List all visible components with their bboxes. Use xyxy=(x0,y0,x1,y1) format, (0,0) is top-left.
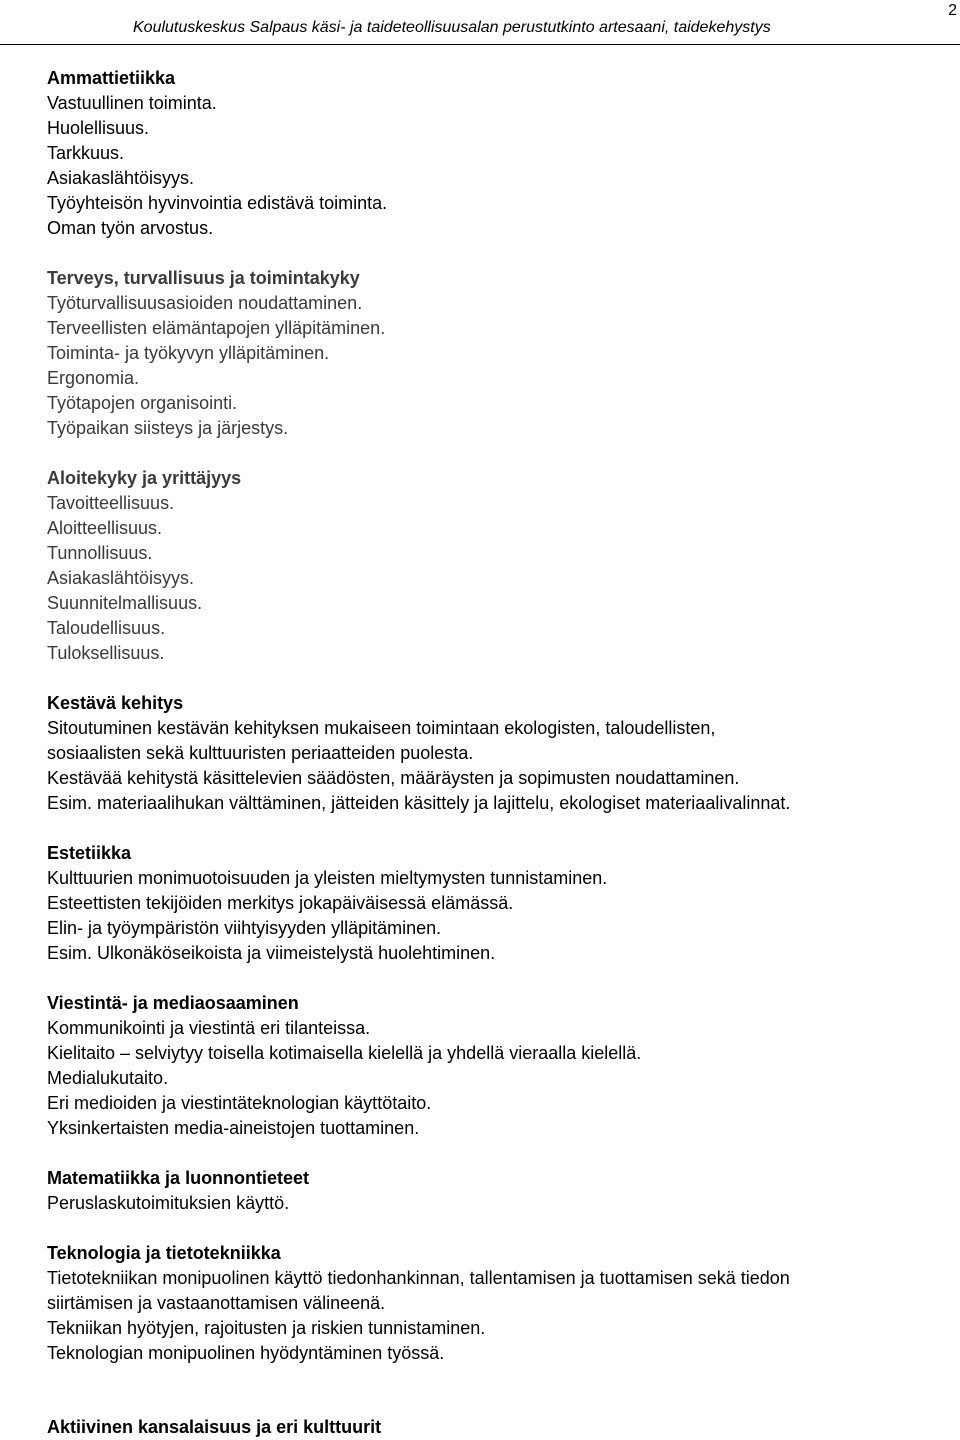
section-heading: Kestävä kehitys xyxy=(47,693,184,713)
section-line: Tunnollisuus. xyxy=(47,543,153,563)
header-divider xyxy=(0,44,960,45)
page-header xyxy=(0,0,960,48)
section-line: Tuloksellisuus. xyxy=(47,643,165,663)
section-heading: Estetiikka xyxy=(47,843,132,863)
document-body xyxy=(47,66,952,1440)
section xyxy=(47,1166,952,1216)
page-number: 2 xyxy=(948,2,957,19)
section-line: siirtämisen ja vastaanottamisen välineenä. xyxy=(47,1293,386,1313)
section-heading: Aktiivinen kansalaisuus ja eri kulttuurit xyxy=(47,1417,382,1437)
section-spacer xyxy=(47,666,952,691)
section-line: Kulttuurien monimuotoisuuden ja yleisten mieltymysten tunnistaminen. xyxy=(47,868,608,888)
section xyxy=(47,1241,952,1366)
section xyxy=(47,266,952,441)
section-line: Toiminta- ja työkyvyn ylläpitäminen. xyxy=(47,343,330,363)
section-line: Eri medioiden ja viestintäteknologian käyttötaito. xyxy=(47,1093,432,1113)
section-line: Sitoutuminen kestävän kehityksen mukaiseen toimintaan ekologisten, taloudellisten, xyxy=(47,718,716,738)
section-spacer xyxy=(47,1216,952,1241)
section-line: Tekniikan hyötyjen, rajoitusten ja riskien tunnistaminen. xyxy=(47,1318,486,1338)
section-line: Vastuullinen toiminta. xyxy=(47,93,217,113)
section-spacer xyxy=(47,441,952,466)
section xyxy=(47,691,952,816)
section-line: Medialukutaito. xyxy=(47,1068,169,1088)
section-line: Kielitaito – selviytyy toisella kotimaisella kielellä ja yhdellä vieraalla kielellä. xyxy=(47,1043,642,1063)
section-line: Suunnitelmallisuus. xyxy=(47,593,203,613)
section-line: Työturvallisuusasioiden noudattaminen. xyxy=(47,293,363,313)
section-line: Kommunikointi ja viestintä eri tilanteissa. xyxy=(47,1018,371,1038)
section-line: Elin- ja työympäristön viihtyisyyden ylläpitäminen. xyxy=(47,918,442,938)
section-heading: Viestintä- ja mediaosaaminen xyxy=(47,993,299,1013)
section-line: Työyhteisön hyvinvointia edistävä toiminta. xyxy=(47,193,388,213)
section xyxy=(47,1415,952,1440)
section-line: Yksinkertaisten media-aineistojen tuottaminen. xyxy=(47,1118,420,1138)
section-line: Asiakaslähtöisyys. xyxy=(47,568,195,588)
section-line: Esim. materiaalihukan välttäminen, jätteiden käsittely ja lajittelu, ekologiset materiaalivalinnat. xyxy=(47,793,791,813)
section-heading: Ammattietiikka xyxy=(47,68,176,88)
section-heading: Matematiikka ja luonnontieteet xyxy=(47,1168,310,1188)
section-heading: Aloitekyky ja yrittäjyys xyxy=(47,468,242,488)
section-line: Esteettisten tekijöiden merkitys jokapäiväisessä elämässä. xyxy=(47,893,514,913)
section-line: Asiakaslähtöisyys. xyxy=(47,168,195,188)
section-line: Aloitteellisuus. xyxy=(47,518,163,538)
section-line: Kestävää kehitystä käsittelevien säädösten, määräysten ja sopimusten noudattaminen. xyxy=(47,768,740,788)
section-line: Työpaikan siisteys ja järjestys. xyxy=(47,418,289,438)
section-line: Taloudellisuus. xyxy=(47,618,166,638)
section-line: Tavoitteellisuus. xyxy=(47,493,175,513)
section xyxy=(47,466,952,666)
section-line: Tietotekniikan monipuolinen käyttö tiedonhankinnan, tallentamisen ja tuottamisen sekä tiedon xyxy=(47,1268,790,1288)
section-line: Terveellisten elämäntapojen ylläpitäminen. xyxy=(47,318,386,338)
section-spacer xyxy=(47,241,952,266)
section-line: Työtapojen organisointi. xyxy=(47,393,238,413)
section-line: Oman työn arvostus. xyxy=(47,218,214,238)
section-spacer xyxy=(47,816,952,841)
section xyxy=(47,991,952,1141)
section-heading: Terveys, turvallisuus ja toimintakyky xyxy=(47,268,360,288)
section-spacer xyxy=(47,1366,952,1415)
section-spacer xyxy=(47,1141,952,1166)
section-line: Teknologian monipuolinen hyödyntäminen työssä. xyxy=(47,1343,445,1363)
section-line: Ergonomia. xyxy=(47,368,140,388)
section-spacer xyxy=(47,966,952,991)
section-line: Huolellisuus. xyxy=(47,118,150,138)
section-heading: Teknologia ja tietotekniikka xyxy=(47,1243,281,1263)
section xyxy=(47,66,952,241)
header-title: Koulutuskeskus Salpaus käsi- ja taideteollisuusalan perustutkinto artesaani, taidekehystys xyxy=(133,19,771,36)
section-line: Tarkkuus. xyxy=(47,143,125,163)
section xyxy=(47,841,952,966)
section-line: sosiaalisten sekä kulttuuristen periaatteiden puolesta. xyxy=(47,743,474,763)
section-line: Esim. Ulkonäköseikoista ja viimeistelystä huolehtiminen. xyxy=(47,943,496,963)
section-line: Peruslaskutoimituksien käyttö. xyxy=(47,1193,290,1213)
